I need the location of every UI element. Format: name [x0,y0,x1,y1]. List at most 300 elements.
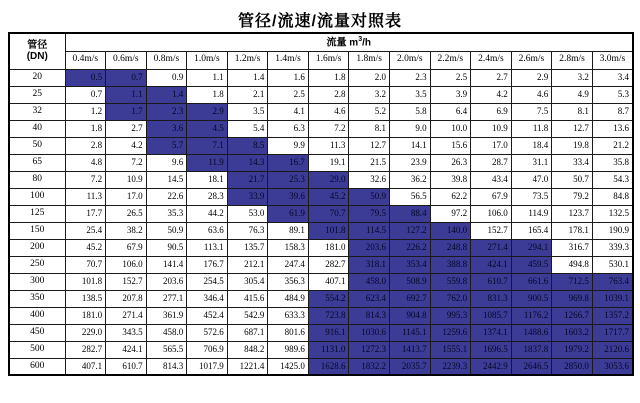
flow-cell: 494.8 [552,256,593,273]
flow-cell: 1628.6 [308,358,349,375]
flow-cell: 15.6 [430,137,471,154]
dn-cell: 450 [9,324,65,341]
flow-cell: 1832.2 [349,358,390,375]
velocity-header: 2.0m/s [390,51,431,69]
flow-cell: 106.0 [106,256,147,273]
flow-cell: 39.6 [268,188,309,205]
velocity-header: 0.6m/s [106,51,147,69]
flow-cell: 152.7 [106,273,147,290]
flow-cell: 203.6 [146,273,187,290]
dn-cell: 125 [9,205,65,222]
flow-cell: 14.3 [227,154,268,171]
flow-table [8,32,634,376]
flow-cell: 18.4 [511,137,552,154]
flow-cell: 114.9 [511,205,552,222]
flow-cell: 452.4 [187,307,228,324]
flow-cell: 7.1 [187,137,228,154]
flow-cell: 19.8 [552,137,593,154]
flow-cell: 458.0 [146,324,187,341]
flow-cell: 12.7 [552,120,593,137]
flow-cell: 23.9 [390,154,431,171]
flow-cell: 248.8 [430,239,471,256]
flow-cell: 25.4 [65,222,106,239]
flow-cell: 282.7 [308,256,349,273]
velocity-header: 1.2m/s [227,51,268,69]
flow-cell: 4.6 [511,86,552,103]
flow-cell: 54.3 [592,171,633,188]
flow-cell: 62.2 [430,188,471,205]
flow-cell: 8.1 [349,120,390,137]
flow-cell: 11.3 [65,188,106,205]
flow-cell: 4.2 [106,137,147,154]
flow-cell: 19.1 [308,154,349,171]
flow-cell: 135.7 [227,239,268,256]
flow-cell: 207.8 [106,290,147,307]
table-row [9,358,633,375]
flow-cell: 1039.1 [592,290,633,307]
flow-cell: 79.5 [349,205,390,222]
flow-cell: 2.0 [349,69,390,86]
flow-cell: 212.1 [227,256,268,273]
flow-cell: 6.4 [430,103,471,120]
dn-cell: 350 [9,290,65,307]
flow-cell: 1176.2 [511,307,552,324]
flow-cell: 141.4 [146,256,187,273]
corner-header [9,33,65,69]
flow-cell: 88.4 [390,205,431,222]
flow-cell: 904.8 [390,307,431,324]
flow-cell: 7.2 [308,120,349,137]
flow-cell: 407.1 [308,273,349,290]
flow-cell: 2.9 [187,103,228,120]
flow-cell: 28.3 [187,188,228,205]
flow-cell: 318.1 [349,256,390,273]
flow-cell: 39.8 [430,171,471,188]
flow-cell: 25.3 [268,171,309,188]
flow-cell: 47.0 [511,171,552,188]
flow-cell: 10.0 [430,120,471,137]
flow-cell: 36.2 [390,171,431,188]
flow-cell: 3.2 [552,69,593,86]
flow-cell: 101.8 [308,222,349,239]
flow-cell: 29.0 [308,171,349,188]
flow-cell: 33.9 [227,188,268,205]
flow-cell: 1555.1 [430,341,471,358]
flow-cell: 56.5 [390,188,431,205]
flow-cell: 610.7 [106,358,147,375]
flow-cell: 165.4 [511,222,552,239]
flow-cell: 1374.1 [471,324,512,341]
flow-cell: 361.9 [146,307,187,324]
flow-cell: 140.0 [430,222,471,239]
flow-cell: 1979.2 [552,341,593,358]
corner-header-line1: 管径 [27,39,48,51]
flow-cell: 1357.2 [592,307,633,324]
flow-cell: 26.5 [106,205,147,222]
flow-cell: 508.9 [390,273,431,290]
flow-cell: 17.7 [65,205,106,222]
dn-cell: 400 [9,307,65,324]
header-row-top [9,33,633,51]
flow-cell: 1259.6 [430,324,471,341]
flow-cell: 9.6 [146,154,187,171]
flow-cell: 7.2 [106,154,147,171]
flow-cell: 106.0 [471,205,512,222]
dn-cell: 50 [9,137,65,154]
flow-cell: 346.4 [187,290,228,307]
velocity-header: 2.2m/s [430,51,471,69]
flow-cell: 7.5 [511,103,552,120]
dn-cell: 80 [9,171,65,188]
flow-cell: 995.3 [430,307,471,324]
velocity-header: 1.8m/s [349,51,390,69]
flow-cell: 763.4 [592,273,633,290]
flow-cell: 8.5 [227,137,268,154]
table-row [9,222,633,239]
flow-cell: 424.1 [471,256,512,273]
flow-cell: 132.5 [592,205,633,222]
flow-cell: 6.3 [268,120,309,137]
velocity-header: 0.4m/s [65,51,106,69]
flow-cell: 900.5 [511,290,552,307]
flow-cell: 203.6 [349,239,390,256]
flow-cell: 2.5 [268,86,309,103]
velocity-header: 3.0m/s [592,51,633,69]
flow-cell: 114.5 [349,222,390,239]
dn-cell: 600 [9,358,65,375]
flow-cell: 565.5 [146,341,187,358]
flow-cell: 70.7 [65,256,106,273]
flow-cell: 5.3 [592,86,633,103]
flow-cell: 10.9 [106,171,147,188]
flow-cell: 554.2 [308,290,349,307]
table-row [9,86,633,103]
flow-cell: 127.2 [390,222,431,239]
flow-cell: 152.7 [471,222,512,239]
flow-cell: 2120.6 [592,341,633,358]
flow-cell: 17.0 [471,137,512,154]
flow-cell: 5.2 [349,103,390,120]
flow-cell: 0.7 [65,86,106,103]
flow-cell: 1696.5 [471,341,512,358]
flow-cell: 1488.6 [511,324,552,341]
flow-cell: 0.7 [106,69,147,86]
flow-cell: 2.7 [471,69,512,86]
dn-cell: 300 [9,273,65,290]
flow-cell: 415.6 [227,290,268,307]
flow-cell: 84.8 [592,188,633,205]
table-row [9,273,633,290]
flow-cell: 44.2 [187,205,228,222]
velocity-header: 1.0m/s [187,51,228,69]
flow-cell: 67.9 [106,239,147,256]
flow-cell: 229.0 [65,324,106,341]
table-row [9,290,633,307]
flow-cell: 181.0 [65,307,106,324]
page-title: 管径/流速/流量对照表 [238,13,402,30]
velocity-header: 0.8m/s [146,51,187,69]
flow-cell: 11.9 [187,154,228,171]
table-header [9,33,633,69]
flow-cell: 5.7 [146,137,187,154]
flow-cell: 282.7 [65,341,106,358]
flow-cell: 706.9 [187,341,228,358]
flow-cell: 32.6 [349,171,390,188]
flow-cell: 801.6 [268,324,309,341]
flow-cell: 712.5 [552,273,593,290]
flow-cell: 1030.6 [349,324,390,341]
flow-cell: 17.0 [106,188,147,205]
flow-cell: 353.4 [390,256,431,273]
flow-cell: 1017.9 [187,358,228,375]
dn-cell: 100 [9,188,65,205]
flow-cell: 356.3 [268,273,309,290]
flow-cell: 1.6 [268,69,309,86]
flow-cell: 50.9 [349,188,390,205]
flow-cell: 5.8 [390,103,431,120]
flow-cell: 2.9 [511,69,552,86]
table-row [9,188,633,205]
flow-cell: 4.8 [65,154,106,171]
flow-cell: 4.1 [268,103,309,120]
table-row [9,324,633,341]
flow-cell: 254.5 [187,273,228,290]
flow-cell: 50.7 [552,171,593,188]
flow-cell: 814.3 [146,358,187,375]
flow-cell: 271.4 [471,239,512,256]
flow-cell: 1.8 [65,120,106,137]
flow-cell: 989.6 [268,341,309,358]
flow-cell: 138.5 [65,290,106,307]
corner-header-line2: (DN) [26,51,48,63]
flow-cell: 43.4 [471,171,512,188]
flow-cell: 458.0 [349,273,390,290]
flow-cell: 388.8 [430,256,471,273]
dn-cell: 150 [9,222,65,239]
flow-cell: 158.3 [268,239,309,256]
table-row [9,341,633,358]
table-row [9,69,633,86]
flow-cell: 542.9 [227,307,268,324]
flow-cell: 178.1 [552,222,593,239]
dn-cell: 65 [9,154,65,171]
flow-cell: 79.2 [552,188,593,205]
flow-cell: 123.7 [552,205,593,222]
dn-cell: 500 [9,341,65,358]
flow-cell: 90.5 [146,239,187,256]
flow-cell: 2.3 [390,69,431,86]
flow-cell: 6.9 [471,103,512,120]
dn-cell: 20 [9,69,65,86]
flow-cell: 4.5 [187,120,228,137]
table-row [9,171,633,188]
flow-cell: 14.1 [390,137,431,154]
velocity-header: 1.4m/s [268,51,309,69]
flow-cell: 1.8 [308,69,349,86]
flow-cell: 294.1 [511,239,552,256]
flow-cell: 2239.3 [430,358,471,375]
flow-cell: 97.2 [430,205,471,222]
flow-cell: 1.1 [106,86,147,103]
flow-cell: 316.7 [552,239,593,256]
flow-cell: 11.8 [511,120,552,137]
flow-cell: 4.9 [552,86,593,103]
flow-cell: 1.8 [187,86,228,103]
flow-cell: 7.2 [65,171,106,188]
flow-cell: 2.3 [146,103,187,120]
dn-cell: 40 [9,120,65,137]
table-row [9,239,633,256]
flow-cell: 12.7 [349,137,390,154]
flow-cell: 1837.8 [511,341,552,358]
flow-cell: 1085.7 [471,307,512,324]
flow-cell: 1425.0 [268,358,309,375]
flow-cell: 969.8 [552,290,593,307]
flow-cell: 1145.1 [390,324,431,341]
flow-cell: 831.3 [471,290,512,307]
flow-cell: 5.4 [227,120,268,137]
flow-cell: 26.3 [430,154,471,171]
flow-cell: 916.1 [308,324,349,341]
flow-cell: 73.5 [511,188,552,205]
flow-cell: 692.7 [390,290,431,307]
flow-cell: 4.2 [471,86,512,103]
flow-cell: 11.3 [308,137,349,154]
flow-cell: 22.6 [146,188,187,205]
flow-cell: 45.2 [308,188,349,205]
flow-cell: 53.0 [227,205,268,222]
dn-cell: 25 [9,86,65,103]
flow-cell: 3.6 [146,120,187,137]
flow-cell: 3.2 [349,86,390,103]
flow-cell: 38.2 [106,222,147,239]
flow-cell: 61.9 [268,205,309,222]
velocity-header-row [9,51,633,69]
table-row [9,256,633,273]
flow-cell: 14.5 [146,171,187,188]
flow-cell: 1131.0 [308,341,349,358]
flow-cell: 1221.4 [227,358,268,375]
flow-cell: 459.5 [511,256,552,273]
flow-cell: 181.0 [308,239,349,256]
flow-cell: 2.1 [227,86,268,103]
flow-cell: 271.4 [106,307,147,324]
flow-cell: 762.0 [430,290,471,307]
velocity-header: 2.4m/s [471,51,512,69]
flow-cell: 2.8 [308,86,349,103]
flow-cell: 633.3 [268,307,309,324]
flow-cell: 610.7 [471,273,512,290]
flow-cell: 33.4 [552,154,593,171]
flow-cell: 2.8 [65,137,106,154]
flow-cell: 70.7 [308,205,349,222]
flow-cell: 31.1 [511,154,552,171]
flow-cell: 9.0 [390,120,431,137]
table-row [9,154,633,171]
flow-cell: 45.2 [65,239,106,256]
flow-cell: 661.6 [511,273,552,290]
flow-cell: 0.5 [65,69,106,86]
flow-cell: 35.3 [146,205,187,222]
flow-cell: 572.6 [187,324,228,341]
flow-cell: 1413.7 [390,341,431,358]
flow-cell: 35.8 [592,154,633,171]
flow-cell: 28.7 [471,154,512,171]
flow-cell: 1.7 [106,103,147,120]
flow-cell: 3.4 [592,69,633,86]
flow-cell: 1.2 [65,103,106,120]
flow-cell: 530.1 [592,256,633,273]
flow-cell: 16.7 [268,154,309,171]
dn-cell: 250 [9,256,65,273]
flow-cell: 1603.2 [552,324,593,341]
flow-cell: 1.1 [187,69,228,86]
table-body [9,69,633,375]
flow-cell: 21.7 [227,171,268,188]
flow-cell: 2646.5 [511,358,552,375]
flow-unit-prefix: 流量 m [326,37,359,49]
flow-cell: 2.5 [430,69,471,86]
table-row [9,137,633,154]
flow-unit-suffix: /h [362,37,371,49]
flow-cell: 343.5 [106,324,147,341]
dn-cell: 200 [9,239,65,256]
flow-cell: 277.1 [146,290,187,307]
flow-cell: 18.1 [187,171,228,188]
flow-cell: 1266.7 [552,307,593,324]
flow-cell: 89.1 [268,222,309,239]
flow-cell: 10.9 [471,120,512,137]
flow-unit-header [65,33,633,51]
flow-cell: 1.4 [146,86,187,103]
flow-cell: 4.6 [308,103,349,120]
flow-cell: 63.6 [187,222,228,239]
flow-cell: 484.9 [268,290,309,307]
flow-cell: 13.6 [592,120,633,137]
table-row [9,120,633,137]
flow-cell: 0.9 [146,69,187,86]
flow-cell: 1717.7 [592,324,633,341]
flow-cell: 8.7 [592,103,633,120]
flow-cell: 814.3 [349,307,390,324]
flow-cell: 21.5 [349,154,390,171]
flow-cell: 2442.9 [471,358,512,375]
flow-cell: 67.9 [471,188,512,205]
flow-cell: 1272.3 [349,341,390,358]
flow-cell: 559.8 [430,273,471,290]
flow-cell: 723.8 [308,307,349,324]
flow-cell: 8.1 [552,103,593,120]
flow-cell: 687.1 [227,324,268,341]
flow-cell: 848.2 [227,341,268,358]
flow-cell: 113.1 [187,239,228,256]
flow-cell: 3.9 [430,86,471,103]
flow-cell: 424.1 [106,341,147,358]
flow-cell: 623.4 [349,290,390,307]
flow-unit-exponent: 3 [358,36,363,44]
flow-cell: 2850.0 [552,358,593,375]
flow-cell: 247.4 [268,256,309,273]
flow-cell: 50.9 [146,222,187,239]
flow-cell: 2035.7 [390,358,431,375]
dn-cell: 32 [9,103,65,120]
velocity-header: 1.6m/s [308,51,349,69]
table-row [9,307,633,324]
flow-cell: 9.9 [268,137,309,154]
flow-cell: 3.5 [390,86,431,103]
flow-cell: 76.3 [227,222,268,239]
flow-cell: 226.2 [390,239,431,256]
